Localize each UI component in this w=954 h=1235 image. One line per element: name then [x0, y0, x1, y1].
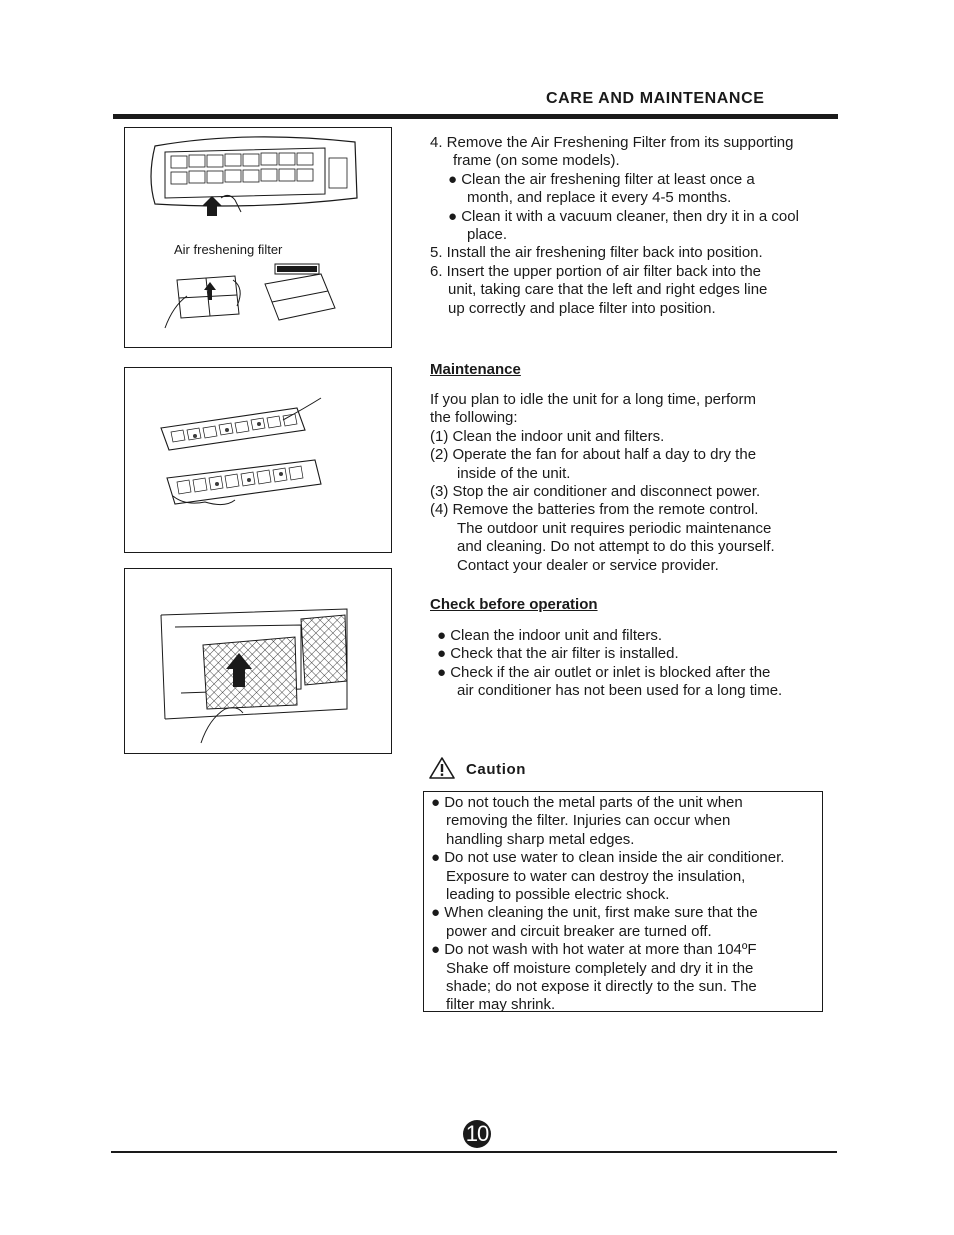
maintenance-line: (2) Operate the fan for about half a day to dry the: [430, 446, 757, 464]
footer-divider: [111, 1151, 837, 1153]
check-item: ● Check that the air filter is installed.: [437, 645, 679, 663]
maintenance-line: (1) Clean the indoor unit and filters.: [430, 427, 665, 445]
caution-line: removing the filter. Injuries can occur when: [446, 812, 731, 830]
caution-line: filter may shrink.: [446, 996, 556, 1014]
maintenance-line: If you plan to idle the unit for a long time, perform: [430, 391, 757, 408]
maintenance-line: the following:: [430, 409, 518, 427]
caution-line: power and circuit breaker are turned off.: [446, 922, 712, 940]
caution-line: ● Do not use water to clean inside the air conditioner.: [431, 849, 785, 867]
check-list: [437, 627, 782, 701]
step-line: frame (on some models).: [453, 152, 620, 170]
caution-list: [431, 794, 784, 1015]
check-item: ● Clean the indoor unit and filters.: [437, 627, 663, 644]
maintenance-heading: Maintenance: [430, 361, 521, 378]
figure-air-freshening-filter: [124, 127, 392, 348]
step-line: ● Clean the air freshening filter at least once a: [448, 170, 755, 188]
step-line: up correctly and place filter into position.: [448, 299, 716, 317]
caution-line: handling sharp metal edges.: [446, 830, 635, 848]
arrow-up-icon: [202, 196, 222, 216]
maintenance-line: (3) Stop the air conditioner and disconnect power.: [430, 482, 761, 500]
check-heading: Check before operation: [430, 596, 598, 613]
steps-list: [430, 134, 799, 318]
caution-line: Shake off moisture completely and dry it in the: [446, 959, 754, 977]
caution-label: Caution: [466, 761, 527, 778]
maintenance-line: inside of the unit.: [457, 464, 571, 482]
step-line: ● Clean it with a vacuum cleaner, then dry it in a cool: [448, 207, 799, 225]
header-divider: [113, 114, 838, 119]
figure-caption: Air freshening filter: [174, 242, 283, 257]
step-line: unit, taking care that the left and right edges line: [448, 281, 768, 299]
caution-line: ● When cleaning the unit, first make sure that the: [431, 904, 758, 922]
maintenance-line: Contact your dealer or service provider.: [457, 556, 719, 574]
caution-line: ● Do not wash with hot water at more than 104ºF: [431, 941, 757, 959]
check-item: air conditioner has not been used for a long time.: [457, 682, 783, 700]
step-line: month, and replace it every 4-5 months.: [467, 189, 732, 207]
maintenance-line: (4) Remove the batteries from the remote control.: [430, 501, 759, 519]
maintenance-line: and cleaning. Do not attempt to do this yourself.: [457, 538, 775, 556]
caution-line: leading to possible electric shock.: [446, 885, 670, 903]
caution-line: shade; do not expose it directly to the sun. The: [446, 977, 757, 995]
figure-filter-insert: [124, 568, 392, 754]
illustration-filters: [125, 368, 391, 552]
caution-line: ● Do not touch the metal parts of the unit when: [431, 794, 743, 811]
warning-triangle-icon: [428, 756, 456, 780]
maintenance-line: The outdoor unit requires periodic maintenance: [457, 519, 772, 537]
page-number: 10: [463, 1120, 491, 1148]
step-line: place.: [467, 225, 508, 243]
page-section-title: CARE AND MAINTENANCE: [546, 90, 765, 107]
step-line: 6. Insert the upper portion of air filter back into the: [430, 262, 762, 280]
step-line: 5. Install the air freshening filter back into position.: [430, 244, 763, 262]
illustration-filter-insert: [125, 569, 391, 753]
caution-line: Exposure to water can destroy the insulation,: [446, 867, 746, 885]
check-item: ● Check if the air outlet or inlet is blocked after the: [437, 663, 771, 681]
illustration-indoor-unit-open: [125, 128, 391, 347]
maintenance-text: [430, 391, 775, 575]
caution-box: [423, 791, 823, 1012]
step-line: 4. Remove the Air Freshening Filter from its supporting: [430, 134, 794, 151]
figure-filter-cleaning: [124, 367, 392, 553]
